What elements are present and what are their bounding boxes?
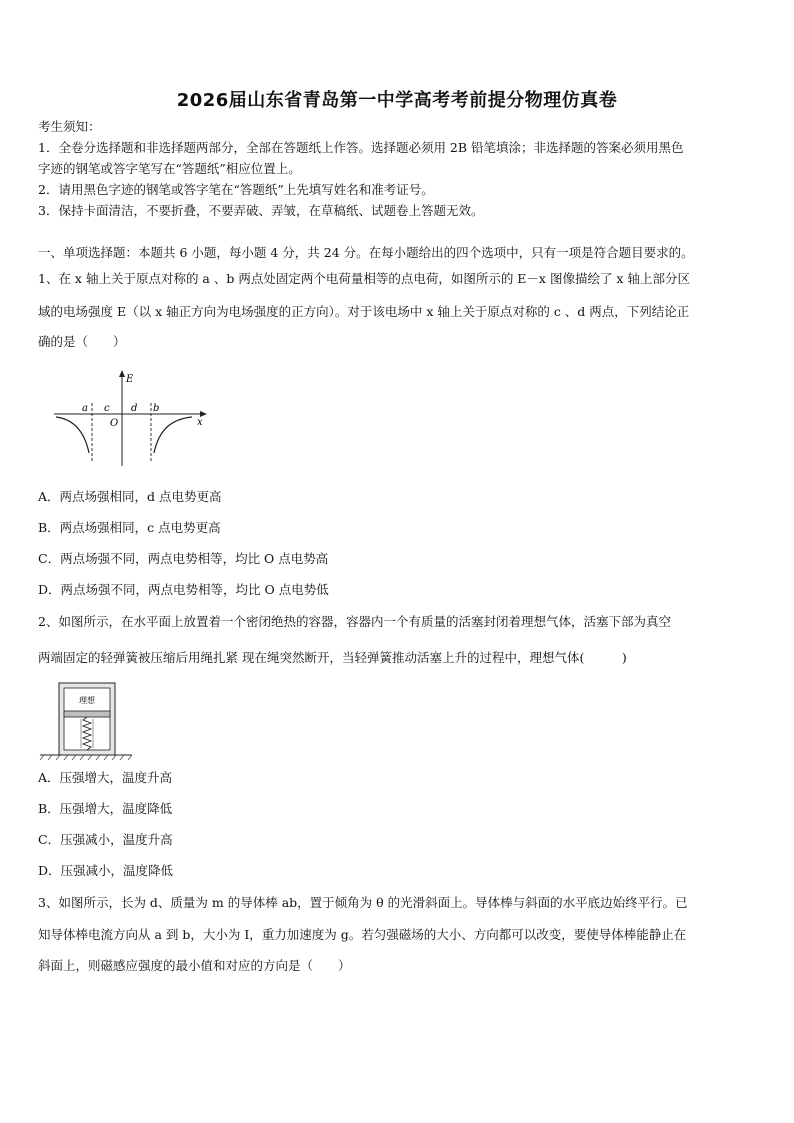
origin-label: O [110, 418, 119, 429]
notice-item: 3．保持卡面清洁，不要折叠，不要弄破、弄皱，在草稿纸、试题卷上答题无效。 [38, 203, 484, 218]
gas-label: 理想 [79, 696, 95, 705]
point-label-a: a [82, 403, 88, 414]
point-label-d: d [131, 403, 138, 414]
axis-label-e: E [126, 374, 134, 385]
question-1-text: 确的是（ ） [38, 334, 126, 349]
question-1-option-b: B．两点场强相同，c 点电势更高 [38, 520, 221, 535]
container-figure [38, 681, 134, 761]
question-2-option-c: C．压强减小，温度升高 [38, 832, 173, 847]
question-1-text: 域的电场强度 E（以 x 轴正方向为电场强度的正方向）。对于该电场中 x 轴上关于原点对称的 c 、d 两点，下列结论正 [38, 304, 690, 319]
page-title: 2026届山东省青岛第一中学高考考前提分物理仿真卷 [176, 90, 618, 111]
question-1-option-d: D．两点场强不同，两点电势相等，均比 O 点电势低 [38, 582, 329, 597]
question-2-option-d: D．压强减小，温度降低 [38, 863, 174, 878]
point-label-c: c [104, 403, 110, 414]
notice-item: 字迹的钢笔或答字笔写在“答题纸”相应位置上。 [38, 161, 301, 176]
axis-label-x: x [197, 417, 203, 428]
notice-heading: 考生须知： [38, 119, 101, 134]
question-2-option-b: B．压强增大，温度降低 [38, 801, 173, 816]
point-label-b: b [153, 403, 160, 414]
question-2-text: 2、如图所示，在水平面上放置着一个密闭绝热的容器，容器内一个有质量的活塞封闭着理想气体，活塞下部为真空 [38, 614, 671, 629]
question-2-text: 两端固定的轻弹簧被压缩后用绳扎紧 现在绳突然断开，当轻弹簧推动活塞上升的过程中，理想气体( ) [38, 650, 627, 665]
question-1-text: 1、在 x 轴上关于原点对称的 a 、b 两点处固定两个电荷量相等的点电荷，如图所示的 E－x 图像描绘了 x 轴上部分区 [38, 271, 690, 286]
question-3-text: 知导体棒电流方向从 a 到 b，大小为 I，重力加速度为 g。若匀强磁场的大小、方向都可以改变，要使导体棒能静止在 [38, 927, 687, 942]
notice-item: 2．请用黑色字迹的钢笔或答字笔在“答题纸”上先填写姓名和准考证号。 [38, 182, 434, 197]
e-x-graph [50, 367, 210, 469]
question-2-option-a: A．压强增大，温度升高 [38, 770, 173, 785]
notice-item: 1．全卷分选择题和非选择题两部分，全部在答题纸上作答。选择题必须用 2B 铅笔填涂；非选择题的答案必须用黑色 [38, 140, 684, 155]
section-heading: 一、单项选择题：本题共 6 小题，每小题 4 分，共 24 分。在每小题给出的四个选项中，只有一项是符合题目要求的。 [38, 245, 694, 260]
question-3-text: 3、如图所示，长为 d、质量为 m 的导体棒 ab，置于倾角为 θ 的光滑斜面上。导体棒与斜面的水平底边始终平行。已 [38, 895, 688, 910]
question-1-option-c: C．两点场强不同，两点电势相等，均比 O 点电势高 [38, 551, 329, 566]
question-1-option-a: A．两点场强相同，d 点电势更高 [38, 489, 222, 504]
question-3-text: 斜面上，则磁感应强度的最小值和对应的方向是（ ） [38, 958, 351, 973]
